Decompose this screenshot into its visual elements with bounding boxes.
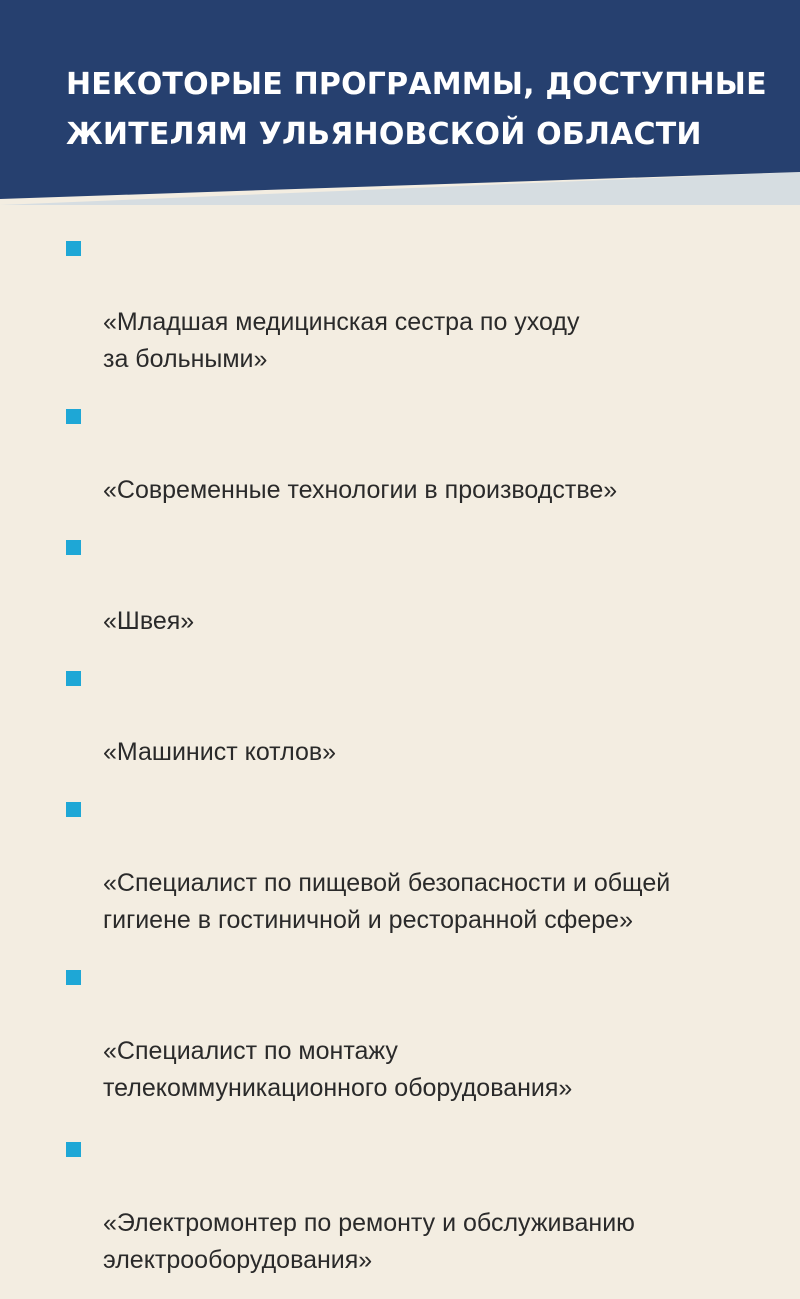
bullet-square-icon (66, 970, 81, 985)
list-item (66, 959, 766, 1107)
list-item (66, 529, 766, 640)
list-item (66, 398, 766, 509)
list-item (66, 660, 766, 771)
list-item (66, 791, 766, 939)
bullet-square-icon (66, 1142, 81, 1157)
list-item (66, 1131, 766, 1279)
program-name: «Современные технологии в производстве» (103, 476, 618, 504)
program-list (66, 230, 766, 1299)
program-name: «Специалист по монтажу телекоммуникационного оборудования» (103, 1037, 573, 1102)
bullet-square-icon (66, 802, 81, 817)
program-name: «Специалист по пищевой безопасности и общей гигиене в гостиничной и ресторанной сфере» (103, 869, 671, 934)
bullet-square-icon (66, 671, 81, 686)
bullet-square-icon (66, 241, 81, 256)
page-title: НЕКОТОРЫЕ ПРОГРАММЫ, ДОСТУПНЫЕ ЖИТЕЛЯМ УЛЬЯНОВСКОЙ ОБЛАСТИ (66, 67, 767, 152)
bullet-square-icon (66, 540, 81, 555)
bullet-square-icon (66, 409, 81, 424)
program-name: «Швея» (103, 607, 195, 635)
program-name: «Электромонтер по ремонту и обслуживанию электрооборудования» (103, 1209, 635, 1274)
program-name: «Младшая медицинская сестра по уходу за больными» (103, 308, 580, 373)
list-item (66, 230, 766, 378)
program-name: «Машинист котлов» (103, 738, 337, 766)
